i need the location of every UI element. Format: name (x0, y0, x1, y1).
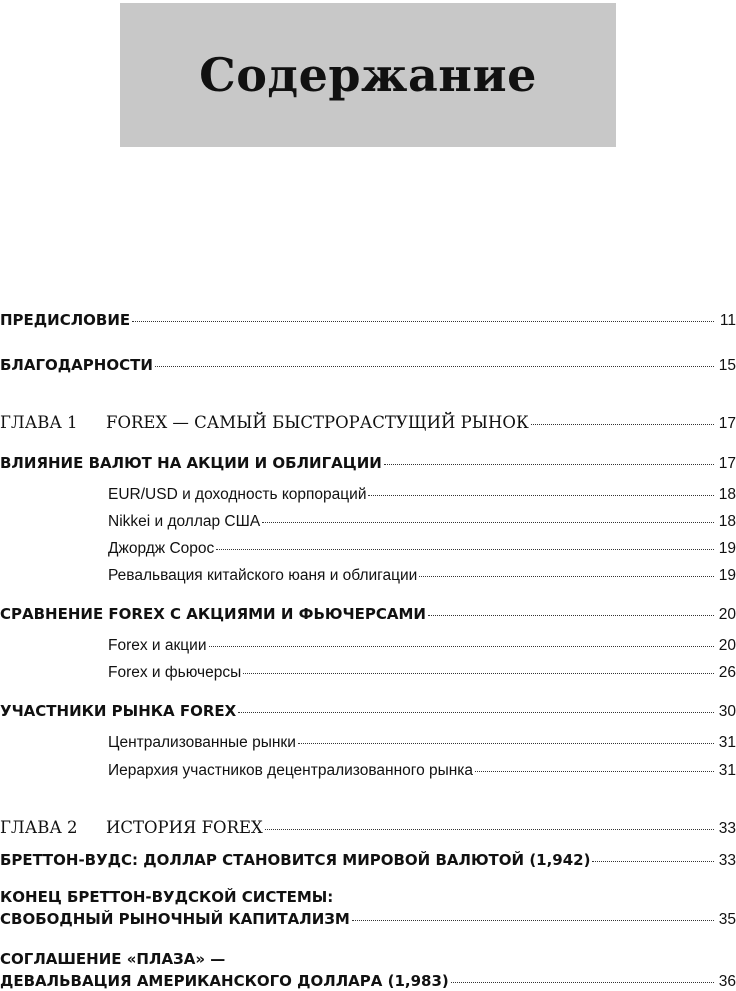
chapter-number: ГЛАВА 1 (0, 413, 78, 432)
toc-entry-label: СРАВНЕНИЕ FOREX С АКЦИЯМИ И ФЬЮЧЕРСАМИ (0, 605, 426, 623)
page-number: 35 (718, 911, 736, 928)
toc-entry-line1: СОГЛАШЕНИЕ «ПЛАЗА» — (0, 950, 226, 968)
toc-entry[interactable] (0, 702, 736, 721)
page-number: 33 (718, 852, 736, 869)
page-number: 20 (718, 637, 736, 654)
title-box (120, 3, 616, 147)
toc-entry[interactable] (0, 664, 736, 682)
dot-leader (132, 321, 714, 322)
toc-entry-label: УЧАСТНИКИ РЫНКА FOREX (0, 702, 237, 720)
dot-leader (209, 646, 715, 647)
toc-entry[interactable] (0, 972, 736, 991)
toc-entry-label: EUR/USD и доходность корпораций (108, 486, 367, 503)
dot-leader (238, 712, 714, 713)
toc-entry[interactable] (0, 414, 736, 433)
toc-entry-label: БЛАГОДАРНОСТИ (0, 356, 153, 374)
toc-entry[interactable] (0, 910, 736, 929)
dot-leader (265, 829, 714, 830)
toc-entry-label: ПРЕДИСЛОВИЕ (0, 311, 131, 329)
dot-leader (419, 576, 714, 577)
page-number: 19 (718, 567, 736, 584)
toc-entry-line1: КОНЕЦ БРЕТТОН-ВУДСКОЙ СИСТЕМЫ: (0, 888, 334, 906)
dot-leader (428, 615, 714, 616)
page-number: 18 (718, 486, 736, 503)
toc-entry-label: Джордж Сорос (108, 540, 215, 557)
toc-entry[interactable] (0, 637, 736, 655)
page-number: 17 (718, 415, 736, 432)
dot-leader (592, 861, 714, 862)
toc-entry[interactable] (0, 762, 736, 780)
page-number: 11 (719, 312, 736, 329)
page-number: 31 (718, 734, 736, 751)
toc-entry-label: СВОБОДНЫЙ РЫНОЧНЫЙ КАПИТАЛИЗМ (0, 910, 350, 928)
toc-entry-label: ВЛИЯНИЕ ВАЛЮТ НА АКЦИИ И ОБЛИГАЦИИ (0, 454, 382, 472)
page-number: 36 (718, 973, 736, 990)
page-number: 30 (718, 703, 736, 720)
toc-entry-label: Forex и акции (108, 637, 207, 654)
toc-entry-label: БРЕТТОН-ВУДС: ДОЛЛАР СТАНОВИТСЯ МИРОВОЙ ВАЛЮТОЙ (1,942) (0, 851, 591, 869)
dot-leader (475, 771, 714, 772)
dot-leader (216, 549, 714, 550)
toc-entry-label: Nikkei и доллар США (108, 513, 261, 530)
page-number: 31 (718, 762, 736, 779)
chapter-title: ИСТОРИЯ FOREX (106, 818, 263, 837)
toc-entry[interactable] (0, 486, 736, 504)
dot-leader (451, 982, 714, 983)
toc-entry[interactable] (0, 513, 736, 531)
toc-entry-label (0, 819, 263, 837)
toc-entry-label: ДЕВАЛЬВАЦИЯ АМЕРИКАНСКОГО ДОЛЛАРА (1,983) (0, 972, 449, 990)
toc-entry[interactable] (0, 567, 736, 585)
toc-entry[interactable] (0, 851, 736, 870)
page-number: 15 (718, 357, 736, 374)
page-number: 18 (718, 513, 736, 530)
dot-leader (352, 920, 714, 921)
dot-leader (243, 673, 714, 674)
dot-leader (262, 522, 714, 523)
dot-leader (531, 424, 714, 425)
dot-leader (384, 464, 714, 465)
toc-entry[interactable] (0, 454, 736, 473)
toc-entry[interactable] (0, 540, 736, 558)
toc-entry-label (0, 414, 529, 432)
page-number: 20 (718, 606, 736, 623)
page-number: 17 (718, 455, 736, 472)
toc-entry[interactable] (0, 311, 736, 330)
toc-entry[interactable] (0, 356, 736, 375)
toc-entry-label: Forex и фьючерсы (108, 664, 242, 681)
toc-entry[interactable] (0, 819, 736, 838)
page-number: 33 (718, 820, 736, 837)
toc-entry[interactable] (0, 734, 736, 752)
chapter-title: FOREX — САМЫЙ БЫСТРОРАСТУЩИЙ РЫНОК (106, 413, 529, 432)
dot-leader (298, 743, 714, 744)
dot-leader (368, 495, 714, 496)
dot-leader (155, 366, 714, 367)
chapter-number: ГЛАВА 2 (0, 818, 78, 837)
toc-entry[interactable] (0, 605, 736, 624)
page-title: Содержание (199, 48, 537, 102)
page-number: 19 (718, 540, 736, 557)
page-number: 26 (718, 664, 736, 681)
toc-entry-label: Ревальвация китайского юаня и облигации (108, 567, 418, 584)
toc-entry-label: Иерархия участников децентрализованного рынка (108, 762, 474, 779)
toc-entry-label: Централизованные рынки (108, 734, 296, 751)
